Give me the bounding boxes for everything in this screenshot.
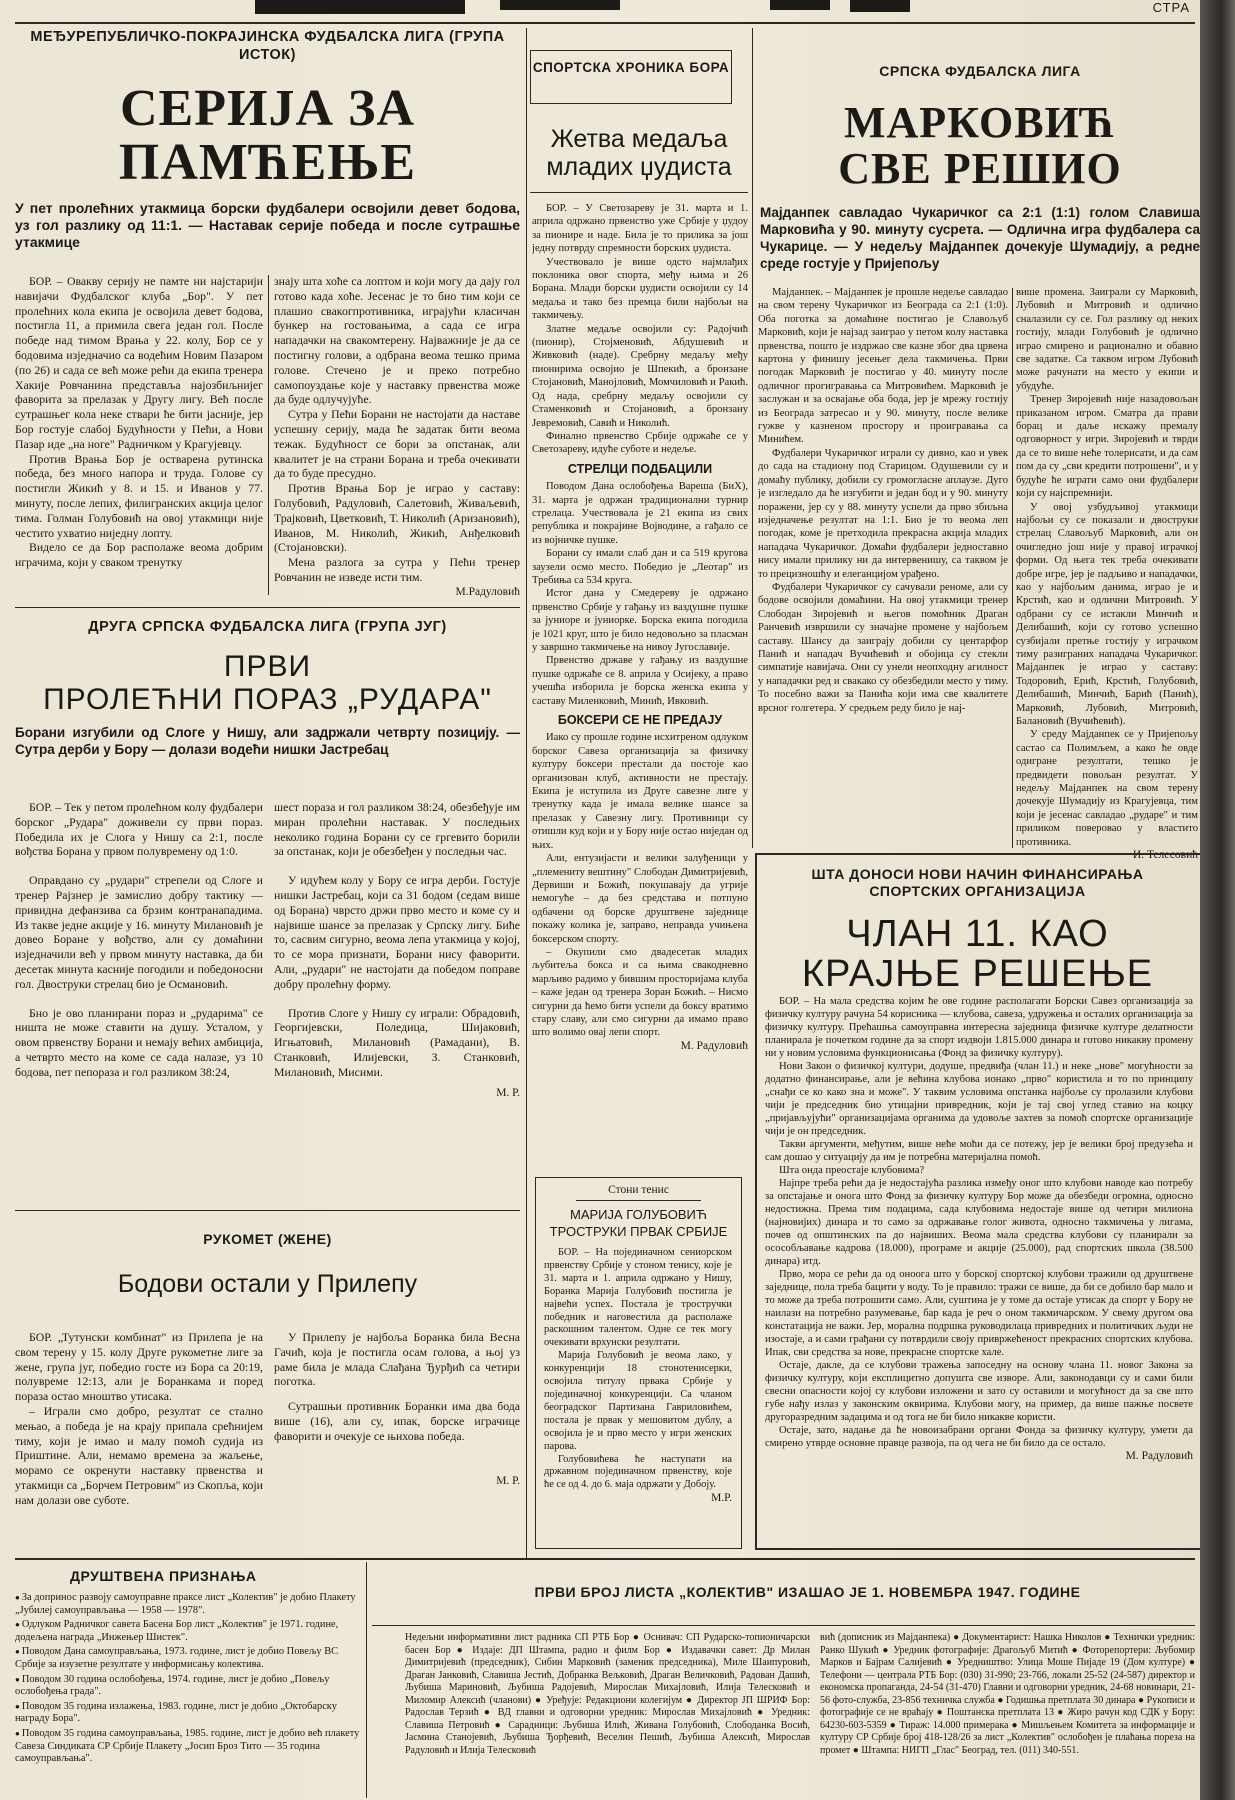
paragraph: Али, ентузијасти и велики залуђеници у „племениту вештину" Слободан Димитријевић, Дервиши и Божић, покушавају да угрије немогуће – да без средстава и потпуно одбачени од борске друштвене заједнице покажу колика је, заправо, неправда учињена боксерском спорту. bbox=[532, 853, 748, 945]
paragraph: Поводом Дана ослобођења Вареша (БиХ), 31. марта је одржан традиционални турнир стрелаца. Учествовала је 21 екипа из свих република и покрајине Војводине, а гађало се из војничке пушке. bbox=[532, 481, 748, 546]
award-item: ● За допринос развоју самоуправне праксе лист „Колектив" је добио Плакету „Јубилеј самоуправљања — 1958 — 1978". bbox=[15, 1592, 360, 1617]
imprint-column bbox=[405, 1632, 810, 1757]
article-body-column bbox=[15, 1330, 263, 1508]
article-title-line-1: МАРИЈА ГОЛУБОВИЋ bbox=[570, 1207, 707, 1222]
article-signature: М. Р. bbox=[496, 1086, 520, 1099]
column-rule bbox=[752, 28, 753, 848]
paragraph: Нови Закон о физичкој култури, додуше, предвиђа (члан 11.) и неке „нове" могућности за додатно финансирање, али је већина клубова ионако „прво" користила и то по принципу „снађи се ко како зна и може". У таквим условима опстанка најбоље су пролазили клубови чији је председник био утицајни привредник, који је тај свој углед ставио на коцку „пријављујући" организацијама органима да удовоље захтев за помоћ спортске организације чији је он председник. bbox=[765, 1061, 1193, 1137]
paragraph: Учествовало је више одсто најмлађих поклоника овог спорта, међу њима и 26 Борана. Млади борски џудисти освојили су 14 медаља и тако без премца били најбољи на такмичењу. bbox=[532, 256, 748, 322]
paragraph: Сутрашњи противник Боранки има два бода више (16), али су, ипак, борске играчице фаворити и очекује се њихова победа. bbox=[274, 1399, 520, 1443]
article-title-line-2: ПРОЛЕЋНИ ПОРАЗ „РУДАРА" bbox=[43, 683, 492, 716]
column-rule bbox=[366, 1562, 367, 1798]
masthead-logo-fragment bbox=[770, 0, 830, 10]
article-kicker: РУКОМЕТ (ЖЕНЕ) bbox=[203, 1231, 332, 1247]
article-body-column bbox=[274, 1330, 520, 1488]
paragraph: Борани су имали слаб дан и са 519 кругова заузели осмо место. Победио је „Леотар" из Требиња са 534 круга. bbox=[532, 548, 748, 586]
paragraph: знају шта хоће са лоптом и који могу да дају гол готово када хоће. Јесенас је то био тим који се плашио свакогпротивника, играјући класичан бункер на гостовањима, а сада се игра нападачки на свакомтерену. Најважније је да се постигну голови, а одбрана веома тешко прима голове. Стечено је и преко потребно самопоуздање које у наставку првенства може да буде одлучујуће. bbox=[274, 274, 520, 407]
article-mid-left bbox=[15, 618, 520, 758]
column-rule bbox=[1012, 288, 1013, 848]
article-signature: М. Р. bbox=[496, 1474, 520, 1487]
article-lead: У пет пролећних утакмица борски фудбалери освојили девет бодова, уз гол разлику од 11:1. — Наставак серије победа и после сутрашње утакмице bbox=[15, 200, 520, 250]
article-signature: М.Р. bbox=[711, 1492, 732, 1505]
paragraph: Фудбалери Чукаричког су сачували реноме, али су бодове освојили домаћини. На овој утакмици тренер Слободан Зиројевић и његов помоћник Драган Ранчевић извршили су значајне промене у најбољем саставу. Шансу да заиграју добили су центарфор Панић и нападач Вучићевић и обојица су стекли симпатије навијача. Они су унели неопходну агилност у нападачки ред и свакако су обезбедили место у тиму. То посебно важи за Панића који има све квалитете врсног голгетера. У средњем реду било је нај- bbox=[758, 581, 1008, 714]
paragraph: Прво, мора се рећи да од оноога што у борској спортској клубови тражили од друштвене заједнице, пола треба бацити у воду. То је правило: тражи се више, да би се добило бар мало и то може да треба потрошити само. Али, суштина је у томе да остаје утисак да спорт у Бору не наилази на потребно разумевање, бар када је реч о оном такмичарском. У свему другом ова констатација не важи. Јер, морална подршка руководилаца привредних и политичких људи не изостаје, а и сами грађани су потврдили своју привржећеност прекрасних спортских клубова. Ипак, сви средства за нове, прекрасне спортске хале. bbox=[765, 1269, 1193, 1358]
founding-banner bbox=[420, 1584, 1195, 1600]
award-item: ● Одлуком Радничког савета Басена Бор лист „Колектив" је 1971. године, додељена награда „Инжењер Шистек". bbox=[15, 1619, 360, 1644]
section-subhead: БОКСЕРИ СЕ НЕ ПРЕДАЈУ bbox=[557, 713, 723, 728]
article-kicker: ШТА ДОНОСИ НОВИ НАЧИН ФИНАНСИРАЊА СПОРТСКИХ ОРГАНИЗАЦИЈА bbox=[811, 866, 1144, 899]
article-signature: М.Радуловић bbox=[455, 585, 520, 598]
paragraph: У идућем колу у Бору се игра дерби. Гостује нишки Јастребац, који са 31 бодом (седам више од Борана) чврсто држи прво место и коме су и највише шансе за прелазак у Српску лигу. Биће то, сасвим сигурно, веома лепа утакмица у којој, то се мора признати, Борани нису фаворити. Али, „рудари" не настојати да победом поправе добру пролећну форму. bbox=[274, 873, 520, 991]
award-item: ● Поводом Дана самоуправљања, 1973. године, лист је добио Повељу ВС Србије за изузетне резултате у информисању колектива. bbox=[15, 1646, 360, 1671]
paragraph: Марија Голубовић је веома лако, у конкуренцији 18 стонотенисерки, освојила титулу првака Србије у појединачној конкуренцији. Са чланом београдског Партизана Гавриловићем, постала је првак у мешовитом дублу, а освојила је и прво место у игри женских парова. bbox=[544, 1350, 732, 1452]
paragraph: Оправдано су „рудари" стрепели од Слоге и тренер Рајзнер је замислио добру тактику — привидна дефанзива са брзим контранападима. Из такве једне акције у 16. минуту Милановић је довео Боране у вођство, али су домаћини изједначили већ у првом минуту наставка, да би десетак минута касније погодили и победоносни гол. Двоструки стрелац био је Османовић. bbox=[15, 873, 263, 991]
top-rule bbox=[15, 22, 1195, 24]
paragraph: Сутра у Пећи Борани не настојати да наставе успешну серију, мада ће задатак бити веома тежак. Будућност се бори за опстанак, али квалитет је на страни Борана и треба очекивати да то буде пресудно. bbox=[274, 407, 520, 481]
article-lead: Борани изгубили од Слоге у Нишу, али задржали четврту позицију. — Сутра дерби у Бору — долази водећи нишки Јастребац bbox=[15, 725, 520, 757]
imprint-rule bbox=[372, 1625, 1195, 1626]
footer-rule bbox=[15, 1558, 1195, 1560]
paragraph: Финално првенство Србије одржаће се у Светозареву, идуће суботе и недеље. bbox=[532, 430, 748, 456]
article-kicker: ДРУГА СРПСКА ФУДБАЛСКА ЛИГА (ГРУПА ЈУГ) bbox=[88, 619, 447, 635]
section-rule bbox=[530, 192, 748, 193]
paragraph: Бно је ово планирани пораз и „рударима" се ништа не може ставити на душу. Усталом, у овом првенству Борани и немају већих амбиција, а четврто место на коме се сада налазе, уз 10 бодова, пет пепорaза и гол разликом 38:24, bbox=[15, 1005, 263, 1079]
paragraph: Остаје, дакле, да се клубови тражења запоседну на основу члана 11. новог Закона за физичку културу, који експлицитно допушта све изворе. Али, законодавци су и сами били свесни опасности којој су клубови изложени и зато су оставили и могућност да за све што губе нађу излаз у законским оквирима. Клубови могу, на пример, да више пажње посвете другоразредним задацима и од тога не би било никакве користи. bbox=[765, 1360, 1193, 1423]
article-title-line-2: младих џудиста bbox=[546, 153, 732, 181]
paragraph: Голубовићева ће наступати на државном појединачном првенству, које ће се од 4. до 6. маја одржати у Добоју. bbox=[544, 1453, 732, 1491]
masthead-logo-fragment bbox=[850, 0, 910, 12]
award-item: ● Поводом 35 година самоуправљања, 1985. године, лист је добио већ плакету Савеза Синдиката СР Србије Плакету „Јосип Броз Тито — 35 година самоуправљања". bbox=[15, 1728, 360, 1766]
article-title-line-2: ТРОСТРУКИ ПРВАК СРБИЈЕ bbox=[549, 1224, 728, 1239]
article-title-line-1: СЕРИЈА ЗА bbox=[120, 80, 415, 137]
paragraph: Остаје, зато, надање да ће новоизабрани органи Фонда за физичку културу, умети да смирено утврде основне правце развоја, па од чега не би било да се остало. bbox=[765, 1425, 1193, 1449]
imprint-text: вић (дописник из Мајданпека) ● Документарист: Нашка Николов ● Технички уредник: Ранко Шукић ● Уредник фотографије: Драгољуб Митић ● Фоторепортери: Љубомир Марков и Бајрам Салијевић ● Уредништво: Улица Моше Пијаде 19 (Дом културе) ● Телефони — централа РТБ Бор: (030) 31-990; 23-766, локали 25-52 (24-587) директор и економска пропаганда, 24-54 (31-470) Главни и одговорни уредник, 24-68 новинари, 21-56 фото-служба, 23-856 техничка служба ● Годишња претплата 30 динара ● Рукописи и фотографије се не враћају ● Поштанска претплата 13 ● Жиро рачун код СДК у Бору: 64230-603-5359 ● Тираж: 14.000 примерака ● Мишљењем Комитета за информације и културу СР Србије број 418-128/26 за лист „Колектив" ослобођен је плаћања пореза на промет ● Штампа: НИГП „Глас" Београд, тел. (011) 340-551. bbox=[820, 1632, 1195, 1756]
article-handball bbox=[15, 1230, 520, 1298]
article-body-column bbox=[274, 274, 520, 600]
masthead-logo-fragment bbox=[500, 0, 620, 10]
award-item: ● Поводом 35 година излажења, 1983. године, лист је добио „Октобарску награду Бора". bbox=[15, 1701, 360, 1726]
awards-box bbox=[15, 1564, 360, 1794]
article-judo-heading bbox=[530, 125, 748, 181]
paragraph: Иако су прошле године исхитреном одлуком борског Савеза организација за физичку културу боксери престали да постоје као организован клуб, активности не престају. Екипа је иступила из Друге савезне лиге у тренутку када је имала велике шансе за прелазак у Савезну лигу. Противници су отишли куд који и у Бору није остао ниједан од њих. bbox=[532, 732, 748, 851]
paragraph: БОР. – Тек у петом пролећном колу фудбалери борског „Рудара" доживели су први пораз. Победила их је Слога у Нишу са 2:1, после вођства Борана у првом полувремену од 1:0. bbox=[15, 800, 263, 859]
paragraph: Шта онда преостаје клубовима? bbox=[779, 1165, 925, 1176]
paragraph: БОР. – У Светозареву је 31. марта и 1. априла одржано првенство уже Србије у џудоу за пионире и наде. Била је то прилика за још једну потврду спремности борских џудиста. bbox=[532, 203, 748, 255]
imprint-text: Недељни информативни лист радника СП РТБ Бор ● Оснивач: СП Рударско-топионичарски басен Бор ● Издаје: ДП Штампа, радио и филм Бор ● Издавачки савет: Др Милан Димитријевић (председник), Сибин Марковић (заменик председника), Миле Шаипуровић, Драган Јанковић, Славиша Јестић, Добранка Вељковић, Драган Величковић, Радован Дашић, Љубиша Мариновић, Љубиша Радојевић, Мирослав Михајловић, Илија Телесковић и Миломир Алексић (чланови) ● Уређује: Редакциони колегијум ● Директор ЈП ШРИФ Бор: Радослав Терзић ● ВД главни и одговорни уредник: Мирослав Михајловић ● Уредник: Славиша Петровић ● Сарадници: Љубиша Илић, Живана Голубовић, Слободанка Восић, Јасмина Станојевић, Љубиша Ђорђевић, Веселин Пешић, Љубиша Алексић, Мирослав Радуловић и Илија Телесковић bbox=[405, 1632, 810, 1756]
article-kicker: Стони тенис bbox=[608, 1184, 669, 1196]
award-item: ● Поводом 30 година ослобођења, 1974. године, лист је добио „Повељу ослобођења града". bbox=[15, 1674, 360, 1699]
awards-list bbox=[15, 1592, 360, 1766]
paragraph: У среду Мајданпек се у Пријепољу састао са Полимљем, а како ће овде одигране резултати, тешко је предвидети повољан резултат. У недељу Мајданпек на свом терену дочекује Шумадију из Крагујевца, тим који је јесенас савладао „рударе" и тим приликом поверовао у властито противника. bbox=[1016, 729, 1198, 848]
article-financing bbox=[765, 866, 1190, 994]
article-title-line-2: СВЕ РЕШИО bbox=[838, 144, 1122, 193]
adjacent-page-edge bbox=[1200, 0, 1235, 1800]
paragraph: више промена. Заиграли су Марковић, Лубовић и Митровић и одлично сналазили су се. Гол разлику од неких гостију, млади Голубовић је одлично играо смирено и рационално и обавио све задатке. Са таквом игром Лубовић може рачунати на место у екипи и убудуће. bbox=[1016, 287, 1198, 392]
paragraph: Тренер Зиројевић није назадовољан приказаном игром. Сматра да прави борац и даље искажу премалу одговорност у игри. Зиројевић и тврди да се то више неће толерисати, и да сам пом да су „сви кредити потрошени", и у будуће ће играти само они фудбалери који су најспремнији. bbox=[1016, 394, 1198, 500]
article-kicker: СРПСКА ФУДБАЛСКА ЛИГА bbox=[879, 63, 1081, 79]
paragraph: БОР. – Овакву серију не памте ни најстарији навијачи Фудбалског клуба „Бор". У пет пролећних кола екипа је освојила девет бодова, постигла 11, а примила свега један гол. После победе над тимом Врања у 22. колу, Бор се у бодовима изједначио са водећим Новим Пазаром (по 26) и сада се већ може рећи да екипа тренера Хакије Ровчанина представља најозбиљнијег фаворита за прелазак у Другу лигу. Већ после сутрашњег кола неке ствари ће бити јасније, јер Бор гостује слабој Будућности у Пећи, а Нови Пазар иде „на ноге" Радничком у Крагујевцу. bbox=[15, 274, 263, 451]
tennis-box bbox=[535, 1177, 742, 1549]
paragraph: У овој узбудљивој утакмици најбољи су се показали и двоструки стрелац Славољуб Марковић, али он очигледно још није у правој играчкој форми. Од њега тек треба очекивати добре игре, јер је падљиво и нападачки, као у најбољим данима, играо је и Крстић, као и одлични Митровић. У одбрани су се истакли Минчић и Делибашић, који су готово успешно сузбијали претње гостију у играчком тиму разиграних нападача Чукаричког. Мајданпек је играо у саставу: Тодоровић, Ерић, Крстић, Голубовић, Делибашић, Минчић, Барић (Панић), Марковић, Лубовић, Митровић, Балановић (Вучићевић). bbox=[1016, 501, 1198, 727]
paragraph: Првенство државе у гађању из ваздушне пушке одржаће се 8. априла у Осијеку, а право учешћа изборила је борска женска екипа у саставу Миленковић, Минић, Ивковић. bbox=[532, 655, 748, 707]
paragraph: – Играли смо добро, резултат се стално мењао, а победа је на крају припала срећнијем тиму, који је имао и малу помоћ судија из Приштине. Али, немамо времена за жаљење, морамо се окренути наставку првенства и утакмици са „Борчем Петровим" из Скопља, који нам долази ове суботе. bbox=[15, 1403, 263, 1507]
paragraph: Златне медаље освојили су: Радојчић (пионир), Стојменовић, Абдушевић и Живковић (наде). Сребрну медаљу међу пионирима освојио је Шпекић, а бронзане Стојановић, Манојловић, Момчиловић и Ракић. Од нада, сребрну медаљу освојили су Стаменковић и Стојановић, а бронзану Јевремовић, Савић и Николић. bbox=[532, 323, 748, 429]
article-body-column bbox=[274, 800, 520, 1100]
paragraph: Против Врања Бор је играо у саставу: Голубовић, Радуловић, Салетовић, Живаљевић, Трајковић, Цветковић, Т. Николић (Аризановић), Иванов, М. Николић, Жикић, Анђелковић (Стојановски). bbox=[274, 481, 520, 555]
kicker-rule bbox=[576, 1200, 701, 1201]
article-kicker: МЕЂУРЕПУБЛИЧКО-ПОКРАЈИНСКА ФУДБАЛСКА ЛИГА (ГРУПА ИСТОК) bbox=[30, 29, 505, 63]
paragraph: Истог дана у Смедереву је одржано првенство Србије у гађању из ваздушне пушке за јуниоре и јуниорке. Борска екипа погодила је 1021 круг, што је било недовољно за пласман у завршно такмичење на нивоу Југославије. bbox=[532, 588, 748, 653]
masthead-strip bbox=[0, 0, 1200, 20]
article-body-column bbox=[532, 202, 748, 1053]
column-rule bbox=[526, 28, 527, 1558]
masthead-logo-fragment bbox=[255, 0, 465, 14]
paragraph: Против Слоге у Нишу су играли: Обрадовић, Георгијевски, Поледица, Шијаковић, Игњатовић, Милановић (Рамадани), В. Станковић, Илијевски, З. Станковић, Милановић, Мисими. bbox=[274, 1005, 520, 1079]
article-signature: И. Телесовић bbox=[1132, 849, 1198, 862]
article-top-left bbox=[15, 28, 520, 251]
founding-banner-text: ПРВИ БРОЈ ЛИСТА „КОЛЕКТИВ" ИЗАШАО ЈЕ 1. НОВЕМБРА 1947. ГОДИНЕ bbox=[534, 1584, 1081, 1600]
chronicle-box-title: СПОРТСКА ХРОНИКА БОРА bbox=[532, 60, 730, 75]
paragraph: Фудбалери Чукаричког играли су дивно, као и увек до сада на стадиону под Старицом. Одушевили су и домаћу публику, добили су громогласне аплаузе. Дуго је изгледало да ће изгубити и један бод и у 90. минуту поражени, јер су у 88. минуту успели да прво збиљна изједначење резултат на 1:1. Био је то веома леп погодак, коме је претходила прекрасна акција младих нападача Чукаричког. Домаћи фудбалери једноставно нису имали прилику ни да интервенишу, са таквом је то прецизношћу и елеганцијом урађено. bbox=[758, 447, 1008, 580]
imprint-column bbox=[820, 1632, 1195, 1757]
chronicle-box bbox=[530, 50, 732, 104]
paragraph: Мена разлога за сутра у Пећи тренер Ровчанин не изведе исти тим. bbox=[274, 555, 520, 584]
article-body-column bbox=[765, 995, 1193, 1463]
article-body-column bbox=[15, 800, 263, 1080]
paragraph: Видело се да Бор располаже веома добрим играчима, који у сваком тренутку bbox=[15, 540, 263, 570]
article-title-line-1: ПРВИ bbox=[223, 650, 312, 683]
article-title-line-1: Жетва медаља bbox=[550, 125, 728, 153]
article-title-line-1: МАРКОВИЋ bbox=[844, 98, 1116, 147]
article-body-column bbox=[544, 1247, 732, 1505]
article-title-line-1: ЧЛАН 11. КАО bbox=[846, 913, 1109, 955]
paragraph: Најпре треба рећи да је недостајућа разлика између оног што клубови наводе као потребу за опстајање и онога што Фонд за физичку културу Бор може да обезбеди огромна, односно недостижна. Према тим подацима, сада клубовима недостаје више од четири милиона (најновијих) динара и то само за одржавање голог живота, односно такмичења у лигама, почев од општинских па до највиших. Веома мала средства клубови су планирали за осособљавање кадрова (18.000), програме и акције (25.000), рад спортских школа (38.500 динара) итд. bbox=[765, 1178, 1193, 1267]
article-body-column bbox=[1016, 286, 1198, 862]
section-rule bbox=[15, 1210, 520, 1211]
section-rule bbox=[15, 607, 520, 608]
paragraph: У Прилепу је најбоља Боранка била Весна Гачић, која је постигла осам голова, а њој уз раме била је млада Слађана Ђурђић са четири поготка. bbox=[274, 1330, 520, 1389]
paragraph: БОР. „Тутунски комбинат" из Прилепа је на свом терену у 15. колу Друге рукометне лиге за жене, група југ, победио госте из Бора са 20:19, полувреме 12:13, али је Боранкама и поред пораза остао мноштво утисака. bbox=[15, 1330, 263, 1404]
paragraph: Мајданпек. – Мајданпек је прошле недеље савладао на свом терену Чукаричког из Београда са 2:1 (1:0). Оба поготка за домаћине постигао је Славољуб Марковић, који је наjзад заиграо у петом колу наставка првенства, пошто је издржао све казне због два црвена картона у финишу јесењег дела такмичења. Први погодак Марковић је постигао у 40. минуту после одличног прогигравања са Митровићем. Марковић је заслужан и за освајање оба бода, јер је мрежу гостију из Београда затресао и у 90. минуту, после велике гужве у казненом простору и проигравања са Минићем. bbox=[758, 287, 1008, 446]
article-title-line-2: ПАМЋЕЊЕ bbox=[118, 134, 417, 191]
paragraph: – Окупили смо двадесетак младих љубитеља бокса и са њима свакодневно марљиво радимо у бившим просторијама клуба – каже један од тренера Зоран Божић. – Нисмо сигурни да ћемо бити успели да боксу вратимо стару славу, али смо сигурни да имамо право што волимо овај лепи спорт. bbox=[532, 946, 748, 1039]
paragraph: БОР. – На појединачном сениорском првенству Србије у стоном тенису, које је 31. марта и 1. априла одржано у Нишу, Боранка Марија Голубовић постигла је највећи успех. Постала је тростручки победник и наговестила да располаже раскошним талентом. Одне се тек могу очекивати врхунски резултати. bbox=[544, 1247, 732, 1349]
article-body-column bbox=[15, 274, 263, 570]
page-label: СТРА bbox=[1152, 0, 1190, 15]
awards-title: ДРУШТВЕНА ПРИЗНАЊА bbox=[70, 1568, 257, 1584]
section-subhead: СТРЕЛЦИ ПОДБАЦИЛИ bbox=[567, 461, 713, 476]
article-signature: М. Радуловић bbox=[1125, 1450, 1193, 1462]
paragraph: Против Врања Бор је остварена рутинска победа, без много напора и труда. Голове су постигли Жикић у 8. и 15. и Иванов у 77. минуту, после лепих, филигранских акција целог тима. Голман Голубовић на овој утакмици није честито ухватио ниједну лопту. bbox=[15, 451, 263, 540]
article-lead: Мајданпек савладао Чукаричког са 2:1 (1:1) голом Славиша Марковића у 90. минуту сусрета. — Одлична игра фудбалера са Чукарице. — У недељу Мајданпек дочекује Шумадију, а редне среде гостује у Пријепољу bbox=[760, 205, 1200, 271]
paragraph: Такви аргументи, међутим, више неће моћи да се потежу, јер је велики број предузећа и сам дошао у ситуацију да им је потребна материјална помоћ. bbox=[765, 1139, 1193, 1163]
article-top-right bbox=[760, 62, 1200, 272]
paragraph: шест пораза и гол разликом 38:24, обезбеђује им миран пролећни наставак. У последњих неколико година Борани су се гргевито борили за опстанак, који је обезбеђен у последњи час. bbox=[274, 800, 520, 859]
article-body-column bbox=[758, 286, 1008, 715]
article-signature: М. Радуловић bbox=[680, 1039, 748, 1052]
article-title-line-2: КРАЈЊЕ РЕШЕЊЕ bbox=[801, 953, 1154, 995]
column-rule bbox=[268, 275, 269, 595]
paragraph: БОР. – На мала средства којим ће ове године располагати Борски Савез организација за физичку културу рачуна 54 корисника — клубова, савеза, удружења и осталих организација за физичку културу. Прећашња самоуправна интересна заједница физичке културе делатности планирала је почетком године да за спорт издвоји 1.815.000 динара и готово никакву промену ни у новим условима функционисања (Фонд за физичку културу). bbox=[765, 996, 1193, 1059]
article-title: Бодови остали у Прилепу bbox=[117, 1270, 418, 1298]
